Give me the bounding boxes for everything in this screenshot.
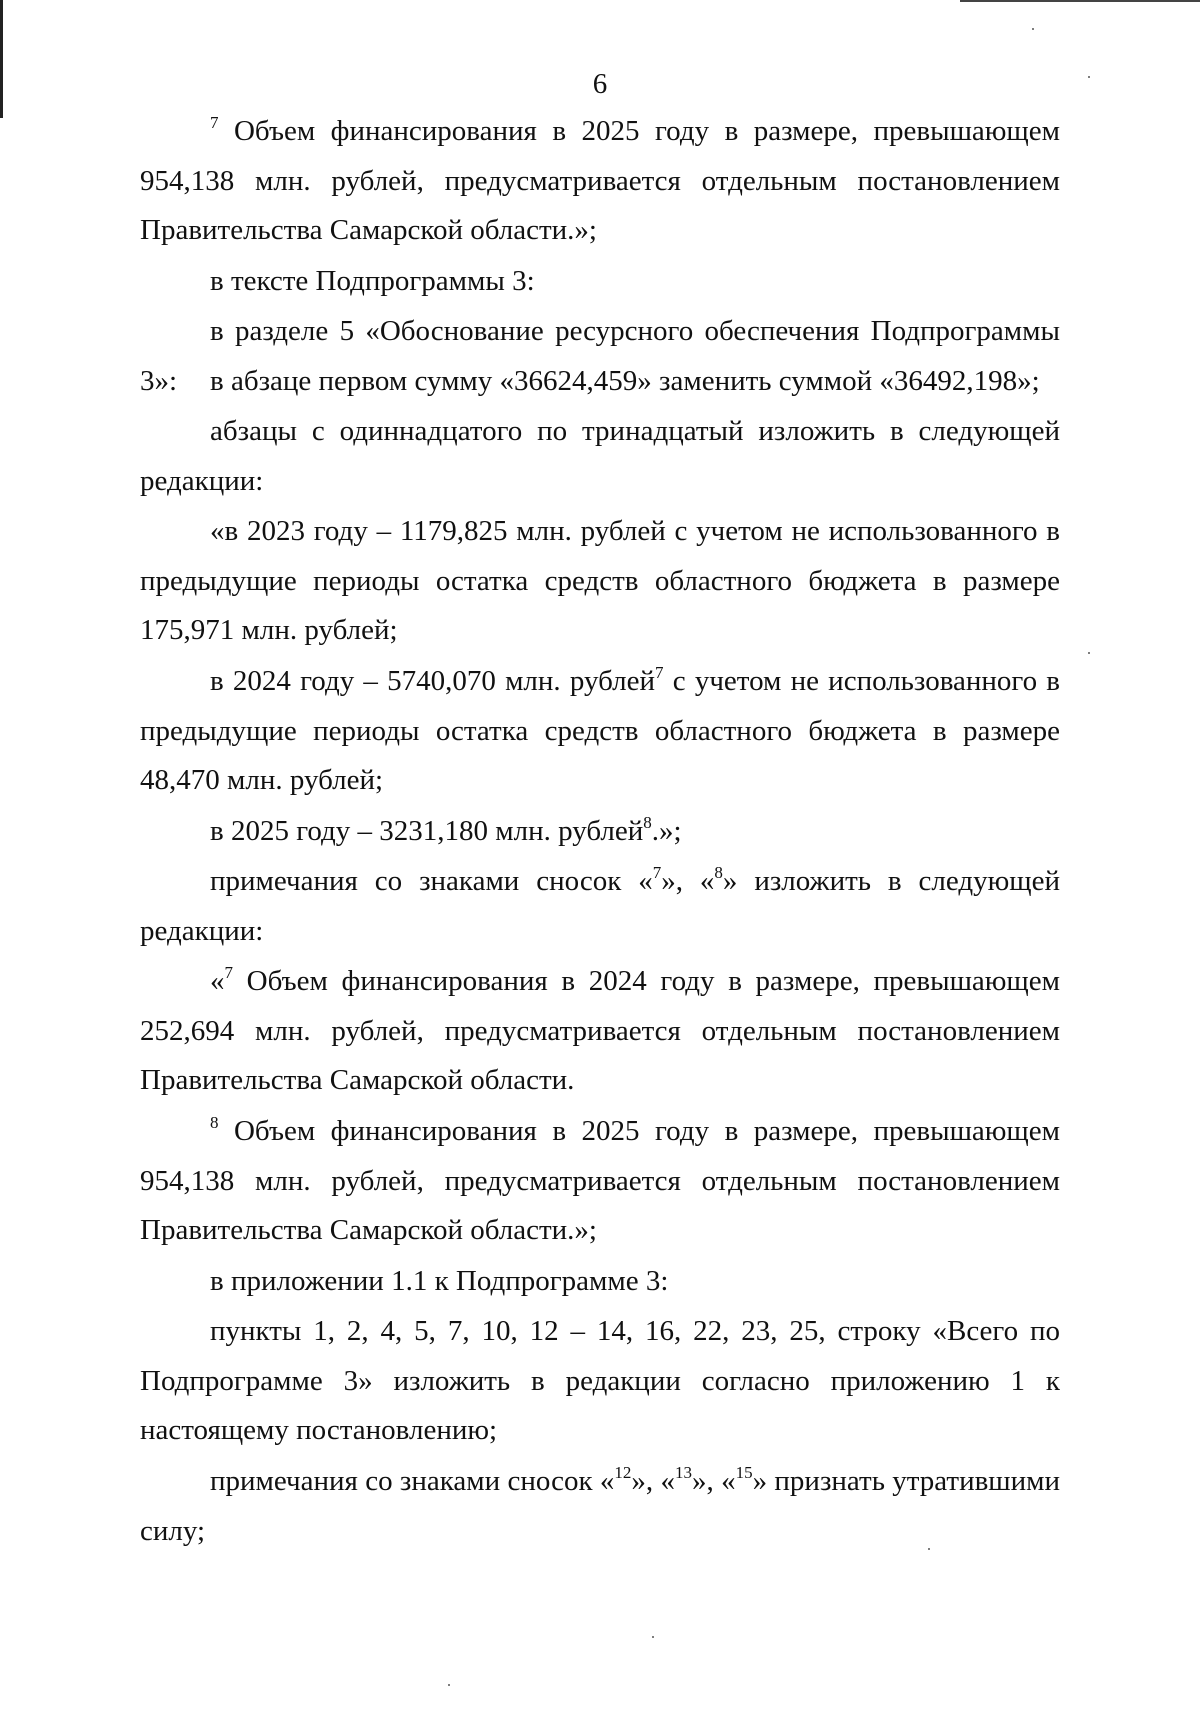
paragraph-first-abzac-sum: в абзаце первом сумму «36624,459» заменить суммой «36492,198»; [210,365,1040,397]
footnote-8-2025: $^8$ Объем финансирования в 2025 году в размере, превышающем 954,138 млн. рублей, предусматривается отдельным постановлением Правительства Самарской области.»; [140,1113,1060,1246]
paragraph-year-2024: в 2024 году – 5740,070 млн. рублей$^7$ с учетом не использованного в предыдущие периоды остатка средств областного бюджета в размере 48,470 млн. рублей; [140,663,1060,796]
page-number: 6 [592,68,608,100]
paragraph-notes-12-13-15: примечания со знаками сносок «$^{12}$», «$^{13}$», «$^{15}$» признать утратившими силу; [140,1463,1061,1547]
scan-speck [448,1684,450,1686]
paragraph-abzacs-11-13: абзацы с одиннадцатого по тринадцатый изложить в следующей редакции: [140,415,1060,497]
scan-speck [1032,28,1034,30]
paragraph-year-2025: в 2025 году – 3231,180 млн. рублей$^8$.»; [210,813,682,847]
scan-top-line [960,0,1200,2]
paragraph-subprogram-3-text: в тексте Подпрограммы 3: [210,265,535,297]
paragraph-year-2023: «в 2023 году – 1179,825 млн. рублей с учетом не использованного в предыдущие периоды остатка средств областного бюджета в размере 175,971 млн. рублей; [140,515,1060,646]
scan-speck [652,1636,654,1638]
paragraph-notes-7-8: примечания со знаками сносок «$^7$», «$^8$» изложить в следующей редакции: [140,863,1061,947]
paragraph-section-5: в разделе 5 «Обоснование ресурсного обеспечения Подпрограммы 3»: [140,315,1060,397]
paragraph-appendix-1-1: в приложении 1.1 к Подпрограмме 3: [210,1265,669,1297]
scan-edge-line [0,0,3,118]
paragraph-points-list: пункты 1, 2, 4, 5, 7, 10, 12 – 14, 16, 22, 23, 25, строку «Всего по Подпрограмме 3» изложить в редакции согласно приложению 1 к настоящему постановлению; [140,1315,1060,1446]
footnote-7-2025: $^7$ Объем финансирования в 2025 году в размере, превышающем 954,138 млн. рублей, предусматривается отдельным постановлением Правительства Самарской области.»; [140,113,1060,246]
footnote-7-2024: «$^7$ Объем финансирования в 2024 году в размере, превышающем 252,694 млн. рублей, предусматривается отдельным постановлением Правительства Самарской области. [140,963,1060,1096]
scan-speck [1088,652,1090,654]
